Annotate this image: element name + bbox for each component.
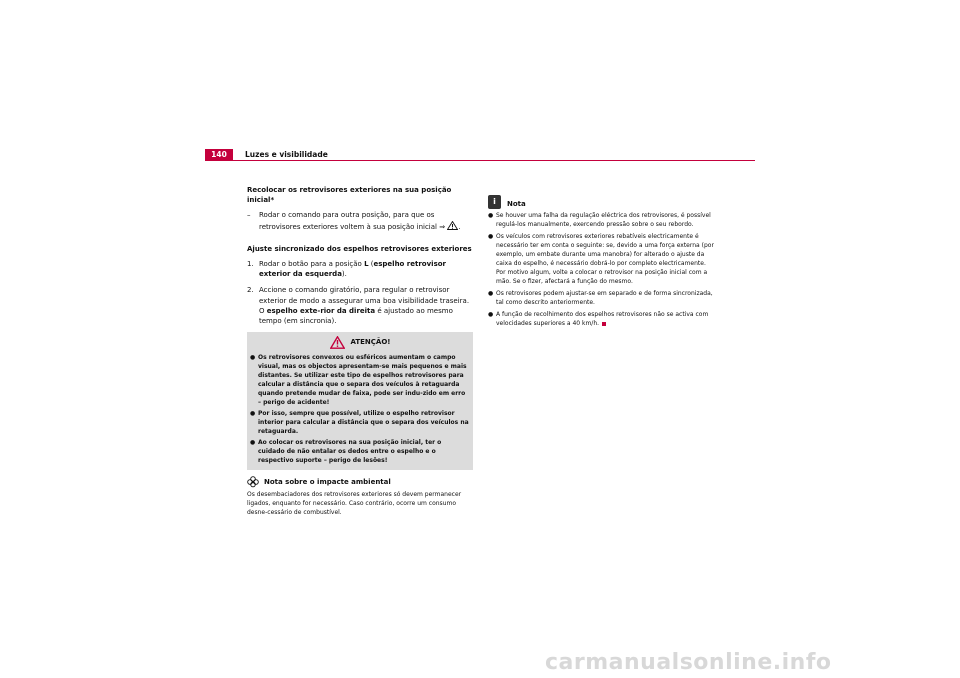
list-item xyxy=(488,289,714,307)
bullet-icon: ● xyxy=(488,212,494,219)
list-item xyxy=(488,232,714,286)
header-rule xyxy=(205,160,755,161)
step-bold: L xyxy=(364,260,369,269)
list-item xyxy=(250,353,470,407)
list-item-text: Rodar o comando para outra posição, para que os retrovisores exteriores voltem à sua posição inicial ⇒ xyxy=(259,211,446,231)
dash-marker: – xyxy=(247,211,251,220)
list-item xyxy=(250,409,470,436)
bullet-icon: ● xyxy=(250,354,256,362)
watermark: carmanualsonline.info xyxy=(545,650,832,675)
note-icon: i xyxy=(488,195,501,209)
bullet-icon: ● xyxy=(488,311,494,318)
heading-sync-adjust: Ajuste sincronizado dos espelhos retrovisores exteriores xyxy=(247,244,472,253)
bullet-icon: ● xyxy=(488,290,494,297)
environment-text: Os desembaciadores dos retrovisores exteriores só devem permanecer ligados, enquanto for necessário. Caso contrário, ocorre um consumo desne-cessário de combustível. xyxy=(247,491,462,517)
warning-header xyxy=(250,336,470,349)
warning-title: ATENÇÃO! xyxy=(350,338,391,347)
note-text: Os veículos com retrovisores exteriores rebatíveis electricamente é necessário ter em conta o seguinte: se, devido a uma força externa (por exemplo, um embate durante uma manobra) for alterado o ajuste da caixa do espelho, é necessário dobrá-lo por completo electricamente. Por motivo algum, volte a colocar o retrovisor na posição inicial com a mão. Se o fizer, afectará a função do mesmo. xyxy=(496,233,714,285)
step-bold: espelho exte-rior da direita xyxy=(266,306,376,315)
bullet-icon: ● xyxy=(250,439,256,447)
step-bold: espelho retrovisor exterior da esquerda xyxy=(259,260,446,279)
list-item xyxy=(247,285,473,326)
warning-triangle-icon xyxy=(330,336,345,349)
list-item xyxy=(488,310,714,328)
step-text: é ajustado ao mesmo tempo (em sincronia). xyxy=(259,306,453,326)
flower-environment-icon xyxy=(247,476,259,488)
step-text: ( xyxy=(368,260,374,269)
warning-box xyxy=(247,332,473,470)
left-column xyxy=(247,185,473,517)
end-of-section-icon xyxy=(602,322,606,326)
warning-triangle-icon xyxy=(447,221,458,230)
section-title: Luzes e visibilidade xyxy=(245,150,328,159)
note-header xyxy=(488,195,714,209)
list-item xyxy=(488,211,714,229)
environment-title: Nota sobre o impacte ambiental xyxy=(264,478,391,487)
step-text: Accione o comando giratório, para regular o retrovisor exterior de modo a assegurar uma boa visibilidade traseira. O xyxy=(259,286,470,315)
page-number: 140 xyxy=(205,149,233,160)
step-number: 2. xyxy=(247,286,254,295)
note-text: Os retrovisores podem ajustar-se em separado e de forma sincronizada, tal como descrito anteriormente. xyxy=(496,290,713,306)
warning-text: Ao colocar os retrovisores na sua posição inicial, ter o cuidado de não entalar os dedos entre o espelho e o respectivo suporte – perigo de lesões! xyxy=(258,439,442,465)
list-item: – Rodar o comando para outra posição, para que os retrovisores exteriores voltem à sua posição inicial ⇒ . xyxy=(247,211,461,231)
bullet-icon: ● xyxy=(488,233,494,240)
environment-header xyxy=(247,476,473,488)
note-text: Se houver uma falha da regulação eléctrica dos retrovisores, é possível regulá-los manualmente, exercendo pressão sobre o seu rebordo. xyxy=(496,212,711,228)
list-item xyxy=(247,259,473,279)
warning-text: Por isso, sempre que possível, utilize o espelho retrovisor interior para calcular a distância que o separa dos veículos na retaguarda. xyxy=(258,410,469,436)
list-item xyxy=(250,438,470,465)
right-column xyxy=(488,195,714,331)
warning-text: Os retrovisores convexos ou esféricos aumentam o campo visual, mas os objectos apresentam-se mais pequenos e mais distantes. Se utilizar este tipo de espelhos retrovisores para calcular a distância que o separa dos veículos à retaguarda quando pretende mudar de faixa, pode ser indu-zido em erro – perigo de acidente! xyxy=(258,354,467,407)
step-text: Rodar o botão para a posição xyxy=(259,260,365,269)
step-text: ). xyxy=(341,270,347,279)
note-title: Nota xyxy=(507,199,526,208)
heading-restore-mirrors: Recolocar os retrovisores exteriores na sua posição inicial* xyxy=(247,186,452,205)
bullet-icon: ● xyxy=(250,410,256,418)
step-number: 1. xyxy=(247,260,254,269)
note-text: A função de recolhimento dos espelhos retrovisores não se activa com velocidades superiores a 40 km/h. xyxy=(496,311,709,327)
